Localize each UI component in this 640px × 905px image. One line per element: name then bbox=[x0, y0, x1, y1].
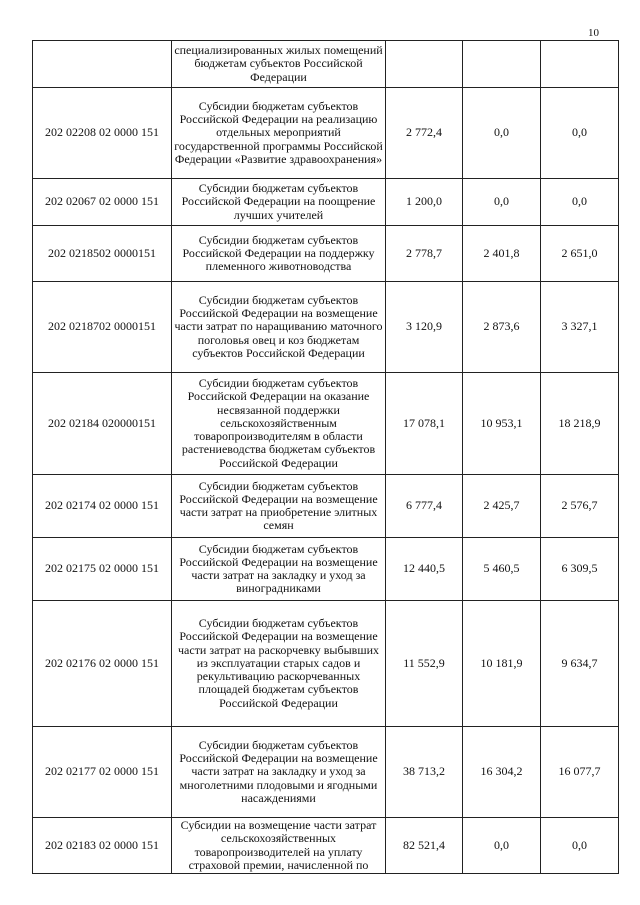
row-value-3: 0,0 bbox=[541, 88, 619, 179]
row-description: Субсидии бюджетам субъектов Российской Федерации на возмещение части затрат на закладку и уход за виноградниками bbox=[172, 538, 386, 601]
row-value-1 bbox=[386, 41, 463, 88]
row-value-3: 0,0 bbox=[541, 818, 619, 874]
row-value-1: 82 521,4 bbox=[386, 818, 463, 874]
table-row bbox=[33, 88, 619, 179]
page-number: 10 bbox=[588, 27, 599, 39]
row-value-3: 16 077,7 bbox=[541, 727, 619, 818]
row-code: 202 0218702 0000151 bbox=[33, 282, 172, 373]
row-value-1: 6 777,4 bbox=[386, 475, 463, 538]
row-value-2: 0,0 bbox=[463, 818, 541, 874]
table-row bbox=[33, 475, 619, 538]
row-value-3: 3 327,1 bbox=[541, 282, 619, 373]
row-value-3: 0,0 bbox=[541, 179, 619, 226]
row-value-1: 38 713,2 bbox=[386, 727, 463, 818]
table-row bbox=[33, 179, 619, 226]
row-value-1: 12 440,5 bbox=[386, 538, 463, 601]
row-value-3: 9 634,7 bbox=[541, 601, 619, 727]
row-description: Субсидии бюджетам субъектов Российской Федерации на реализацию отдельных мероприятий государственной программы Российской Федерации «Развитие здравоохранения» bbox=[172, 88, 386, 179]
row-description: Субсидии на возмещение части затрат сельскохозяйственных товаропроизводителей на уплату страховой премии, начисленной по bbox=[172, 818, 386, 874]
row-value-3: 6 309,5 bbox=[541, 538, 619, 601]
row-value-2: 0,0 bbox=[463, 179, 541, 226]
row-code: 202 02176 02 0000 151 bbox=[33, 601, 172, 727]
table-row bbox=[33, 282, 619, 373]
row-description: Субсидии бюджетам субъектов Российской Федерации на возмещение части затрат на раскорчевку выбывших из эксплуатации старых садов и рекультивацию раскорчеванных площадей бюджетам субъектов Российской Федерации bbox=[172, 601, 386, 727]
row-code: 202 02175 02 0000 151 bbox=[33, 538, 172, 601]
row-value-3: 2 576,7 bbox=[541, 475, 619, 538]
row-value-2: 2 425,7 bbox=[463, 475, 541, 538]
row-value-1: 2 778,7 bbox=[386, 226, 463, 282]
row-value-2 bbox=[463, 41, 541, 88]
table-row bbox=[33, 601, 619, 727]
row-description: Субсидии бюджетам субъектов Российской Федерации на возмещение части затрат на закладку и уход за многолетними плодовыми и ягодными насаждениями bbox=[172, 727, 386, 818]
row-description: Субсидии бюджетам субъектов Российской Федерации на поощрение лучших учителей bbox=[172, 179, 386, 226]
row-value-3: 18 218,9 bbox=[541, 373, 619, 475]
row-value-2: 5 460,5 bbox=[463, 538, 541, 601]
row-value-3: 2 651,0 bbox=[541, 226, 619, 282]
row-value-2: 2 401,8 bbox=[463, 226, 541, 282]
row-code: 202 02183 02 0000 151 bbox=[33, 818, 172, 874]
table-row bbox=[33, 226, 619, 282]
table-row bbox=[33, 727, 619, 818]
row-value-2: 2 873,6 bbox=[463, 282, 541, 373]
row-description: Субсидии бюджетам субъектов Российской Федерации на оказание несвязанной поддержки сельскохозяйственным товаропроизводителям в области растениеводства бюджетам субъектов Российской Федерации bbox=[172, 373, 386, 475]
row-value-2: 0,0 bbox=[463, 88, 541, 179]
row-code: 202 0218502 0000151 bbox=[33, 226, 172, 282]
row-value-1: 11 552,9 bbox=[386, 601, 463, 727]
row-value-1: 17 078,1 bbox=[386, 373, 463, 475]
budget-table bbox=[32, 40, 619, 874]
row-value-2: 10 953,1 bbox=[463, 373, 541, 475]
row-value-2: 10 181,9 bbox=[463, 601, 541, 727]
row-code: 202 02184 020000151 bbox=[33, 373, 172, 475]
row-description: Субсидии бюджетам субъектов Российской Федерации на возмещение части затрат по наращиванию маточного поголовья овец и коз бюджетам субъектов Российской Федерации bbox=[172, 282, 386, 373]
row-description: Субсидии бюджетам субъектов Российской Федерации на поддержку племенного животноводства bbox=[172, 226, 386, 282]
table-row bbox=[33, 818, 619, 874]
row-value-1: 3 120,9 bbox=[386, 282, 463, 373]
row-value-1: 1 200,0 bbox=[386, 179, 463, 226]
row-description: Субсидии бюджетам субъектов Российской Федерации на возмещение части затрат на приобретение элитных семян bbox=[172, 475, 386, 538]
row-code: 202 02067 02 0000 151 bbox=[33, 179, 172, 226]
row-code: 202 02174 02 0000 151 bbox=[33, 475, 172, 538]
row-value-2: 16 304,2 bbox=[463, 727, 541, 818]
row-value-1: 2 772,4 bbox=[386, 88, 463, 179]
table-row bbox=[33, 373, 619, 475]
row-code bbox=[33, 41, 172, 88]
table-row bbox=[33, 41, 619, 88]
row-value-3 bbox=[541, 41, 619, 88]
table-row bbox=[33, 538, 619, 601]
row-description: специализированных жилых помещений бюджетам субъектов Российской Федерации bbox=[172, 41, 386, 88]
row-code: 202 02177 02 0000 151 bbox=[33, 727, 172, 818]
row-code: 202 02208 02 0000 151 bbox=[33, 88, 172, 179]
